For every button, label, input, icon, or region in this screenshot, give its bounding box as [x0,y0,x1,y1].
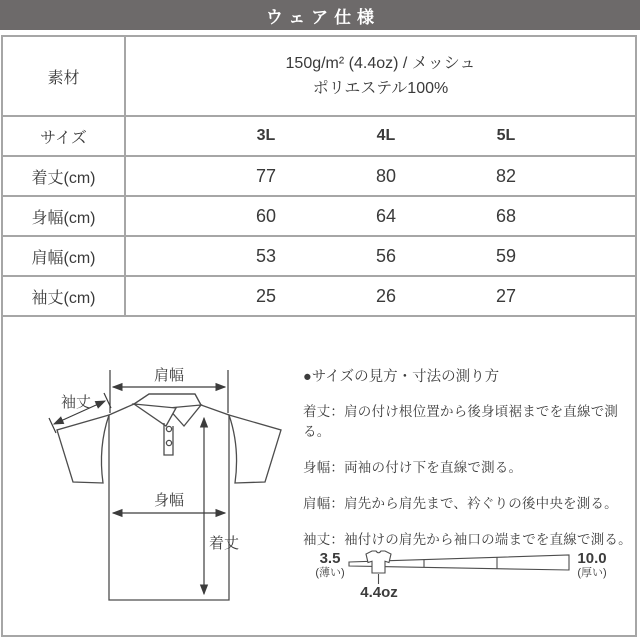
row-label: 肩幅(cm) [3,237,126,275]
cell-value: 80 [375,165,397,186]
thickness-min-value: 3.5 [319,550,341,567]
table-row-body-width [3,197,635,237]
size-3l: 3L [256,127,276,144]
size-header-row [3,117,635,157]
instructions-title: ●サイズの見方・寸法の測り方 [303,369,500,385]
size-4l: 4L [376,127,396,144]
cell-value: 59 [495,245,517,266]
body-length-label: 着丈 [209,535,240,552]
cell-value: 82 [495,165,517,186]
cell-value: 27 [495,285,517,306]
body-width-label: 身幅 [153,492,185,509]
shoulder-width-label: 肩幅 [153,367,185,384]
table-row-shoulder-width [3,237,635,277]
cell-value: 26 [375,285,397,306]
instruction-body-width: 身幅：両袖の付け下を直線で測る。 [303,460,523,475]
measurement-guide-section [3,317,635,635]
table-row-body-length [3,157,635,197]
instruction-sleeve-length: 袖丈：袖付けの肩先から袖口の端までを直線で測る。 [303,532,632,547]
spec-frame [1,35,637,637]
cell-value: 64 [375,205,397,226]
spec-header-bar [0,0,640,30]
size-5l: 5L [496,127,516,144]
material-row [3,37,635,117]
instruction-body-length: 着丈：肩の付け根位置から後身頃裾までを直線で測る。 [303,404,619,439]
button-top [166,426,171,431]
row-label: 袖丈(cm) [3,277,126,315]
thickness-max-value: 10.0 [577,550,607,567]
cell-value: 68 [495,205,517,226]
row-label: 着丈(cm) [3,157,126,195]
table-row-sleeve-length [3,277,635,317]
cell-value: 56 [375,245,397,266]
material-line2: ポリエステル100% [312,80,449,97]
thickness-max-note: (厚い) [577,567,607,579]
instruction-shoulder-width: 肩幅：肩先から肩先まで、衿ぐりの後中央を測る。 [303,496,618,511]
cell-value: 25 [255,285,277,306]
size-label: サイズ [3,117,126,155]
thickness-min-note: (薄い) [315,567,345,579]
cell-value: 77 [255,165,277,186]
thickness-marker-value: 4.4oz [360,584,398,601]
material-label: 素材 [3,37,126,115]
material-value [126,37,635,115]
button-bottom [166,440,171,445]
row-label: 身幅(cm) [3,197,126,235]
measuring-instructions [303,365,633,564]
cell-value: 53 [255,245,277,266]
cell-value: 60 [255,205,277,226]
material-line1: 150g/m² (4.4oz) / メッシュ [285,55,476,72]
sleeve-length-label: 袖丈 [61,394,92,411]
spec-header-title: ウェア仕様 [265,7,380,27]
